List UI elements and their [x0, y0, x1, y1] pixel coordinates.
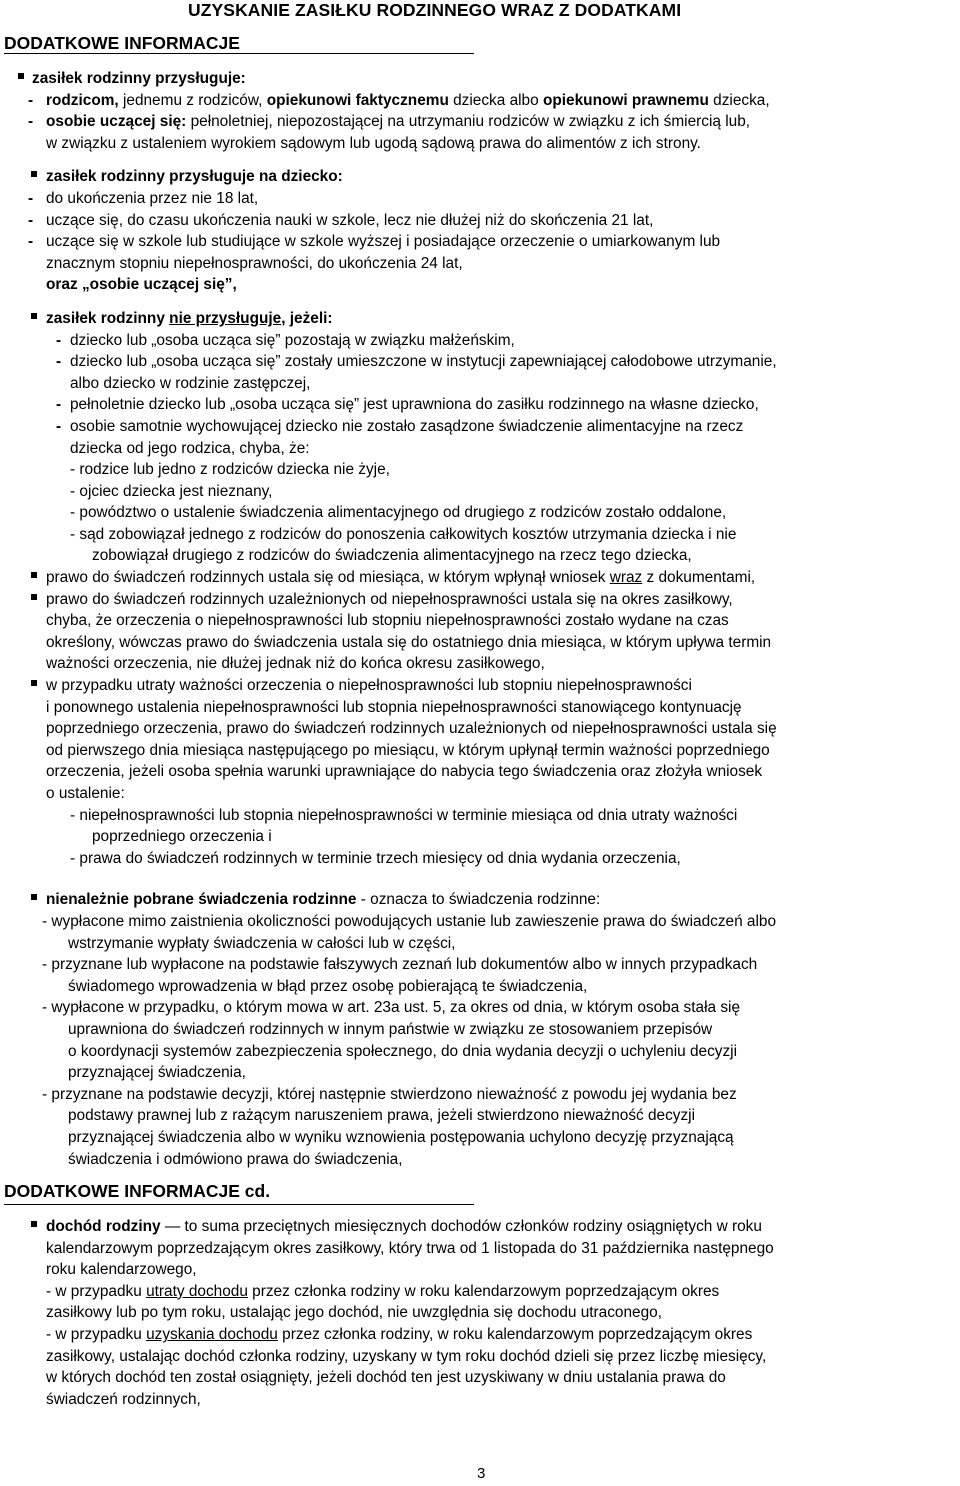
list-item: - uczące się w szkole lub studiujące w szkole wyższej i posiadające orzeczenie o umiarkowanym lub — [28, 233, 721, 251]
list-item: - do ukończenia przez nie 18 lat, — [28, 189, 259, 207]
list-item: - osobie uczącej się: pełnoletniej, niepozostającej na utrzymaniu rodziców w związku z ich śmiercią lub, — [28, 113, 751, 131]
section-2 — [0, 166, 960, 188]
bullet-icon — [31, 572, 37, 578]
list-item: - rodzice lub jedno z rodziców dziecka nie żyje, — [70, 461, 390, 479]
bullet-icon — [31, 171, 37, 177]
bullet-item: prawo do świadczeń rodzinnych ustala się od miesiąca, w którym wpłynął wniosek wraz z dokumentami, — [0, 567, 960, 589]
bullet-icon — [31, 594, 37, 600]
section-5: nienależnie pobrane świadczenia rodzinne - oznacza to świadczenia rodzinne: — [0, 889, 960, 911]
section-2-title: zasiłek rodzinny przysługuje na dziecko: — [46, 168, 343, 186]
list-item: - w przypadku utraty dochodu przez członka rodziny w roku kalendarzowym poprzedzającym okres — [46, 1282, 720, 1300]
page-number: 3 — [477, 1465, 486, 1482]
list-item: oraz „osobie uczącej się”, — [46, 276, 237, 294]
list-item: - niepełnosprawności lub stopnia niepełnosprawności w terminie miesiąca od dnia utraty ważności — [70, 806, 738, 824]
list-item: - ojciec dziecka jest nieznany, — [70, 482, 273, 500]
list-item: - wypłacone w przypadku, o którym mowa w art. 23a ust. 5, za okres od dnia, w którym osoba stała się — [42, 999, 741, 1017]
list-item-continuation: znacznym stopniu niepełnosprawności, do ukończenia 24 lat, — [46, 254, 463, 272]
bullet-icon — [31, 1221, 37, 1227]
bullet-icon — [31, 313, 37, 319]
bullet-item: w przypadku utraty ważności orzeczenia o niepełnosprawności lub stopniu niepełnosprawności — [0, 675, 960, 697]
section-1-title: zasiłek rodzinny przysługuje: — [32, 70, 246, 87]
section-6: dochód rodziny — to suma przeciętnych miesięcznych dochodów członków rodziny osiągniętych w roku — [0, 1216, 960, 1238]
section-heading: DODATKOWE INFORMACJE — [4, 33, 240, 53]
section-heading-continued: DODATKOWE INFORMACJE cd. — [4, 1181, 271, 1202]
document-content: zasiłek rodzinny przysługuje: - rodzicom, jednemu z rodziców, opiekunowi faktycznemu dziecka albo opiekunowi prawnemu dziecka, - osobie uczącej się: pełnoletniej, niepozostającej na utrzymaniu rodziców w związku z ich śmiercią lub, w związku z ustaleniem wyrokiem sądowym lub ugodą sądową prawa do alimentów z ich strony. zasiłek rodzinny przysługuje na dziecko: - do ukończenia przez nie 18 lat, - uczące się, do czasu ukończenia nauki w szkole, lecz nie dłużej niż do skończenia 21 lat, - uczące się w szkole lub studiujące w szkole wyższej i posiadające orzeczenie o umiarkowanym lub znacznym stopniu niepełnosprawności, do ukończenia 24 lat, oraz „osobie uczącej się”, zasiłek rodzinny nie przysługuje, jeżeli: - dziecko lub „osoba ucząca się” pozostają w związku małżeńskim, - dziecko lub „osoba ucząca się” zostały umieszczone w instytucji zapewniającej całodobowe utrzymanie, albo dziecko w rodzinie zastępczej, - pełnoletnie dziecko lub „osoba ucząca się” jest uprawniona do zasiłku rodzinnego na własne dziecko, - osobie samotnie wychowującej dziecko nie zostało zasądzone świadczenie alimentacyjne na rzecz dziecka od jego rodzica, chyba, że: - rodzice lub jedno z rodziców dziecka nie żyje, - ojciec dziecka jest nieznany, - powództwo o ustalenie świadczenia alimentacyjnego od drugiego z rodziców zostało oddalone, - sąd zobowiązał jednego z rodziców do ponoszenia całkowitych kosztów utrzymania dziecka i nie zobowiązał drugiego z rodziców do świadczenia alimentacyjnego na rzecz tego dziecka, prawo do świadczeń rodzinnych ustala się od miesiąca, w którym wpłynął wniosek wraz z dokumentami, prawo do świadczeń rodzinnych uzależnionych od niepełnosprawności ustala się na okres zasiłkowy, chyba, że orzeczenia o niepełnosprawności lub stopniu niepełnosprawności zostało wydane na czas określony, wówczas prawo do świadczenia ustala się do ostatniego dnia miesiąca, w którym upływa termin ważności orzeczenia, nie dłużej jednak niż do końca okresu zasiłkowego, w przypadku utraty ważności orzeczenia o niepełnosprawności lub stopniu niepełnosprawności i ponownego ustalenia niepełnosprawności lub stopnia niepełnosprawności stanowiącego kontynuację poprzedniego orzeczenia, prawo do świadczeń rodzinnych uzależnionych od niepełnosprawności ustala się od pierwszego dnia miesiąca następującego po miesiącu, w którym upłynął termin ważności poprzedniego orzeczenia, jeżeli osoba spełnia warunki uprawniające do nabycia tego świadczenia oraz złożyła wniosek o ustalenie: - niepełnosprawności lub stopnia niepełnosprawności w terminie miesiąca od dnia utraty ważności poprzedniego orzeczenia i - prawa do świadczeń rodzinnych w terminie trzech miesięcy od dnia wydania orzeczenia, nienależnie pobrane świadczenia rodzinne - oznacza to świadczenia rodzinne: - wypłacone mimo zaistnienia okoliczności powodujących ustanie lub zawieszenie prawa do świadczeń albo wstrzymanie wypłaty świadczenia w całości lub w części, - przyznane lub wypłacone na podstawie fałszywych zeznań lub dokumentów albo w innych przypadkach świadomego wprowadzenia w błąd przez osobę pobierającą te świadczenia, - wypłacone w przypadku, o którym mowa w art. 23a ust. 5, za okres od dnia, w którym osoba stała się uprawniona do świadczeń rodzinnych w innym państwie w związku ze stosowaniem przepisów o koordynacji systemów zabezpieczenia społecznego, do dnia wydania decyzji o uchyleniu decyzji przyznającej świadczenia, - przyznane na podstawie decyzji, której następnie stwierdzono nieważność z powodu jej wydania bez podstawy prawnej lub z rażącym naruszeniem prawa, jeżeli stwierdzono nieważność decyzji przyznającej świadczenia albo w wyniku wznowienia postępowania uchylono decyzję przyznającą świadczenia i odmówiono prawa do świadczenia, DODATKOWE INFORMACJE cd. dochód rodziny — to suma przeciętnych miesięcznych dochodów członków rodziny osiągniętych w roku kalendarzowym poprzedzającym okres zasiłkowy, który trwa od 1 listopada do 31 października następnego roku kalendarzowego, - w przypadku utraty dochodu przez członka rodziny w roku kalendarzowym poprzedzającym okres zasiłkowy lub po tym roku, ustalając jego dochód, nie uwzględnia się dochodu utraconego, - w przypadku uzyskania dochodu przez członka rodziny, w roku kalendarzowym poprzedzającym okres zasiłkowy, ustalając dochód członka rodziny, uzyskany w tym roku dochód dzieli się przez liczbę miesięcy, w których dochód ten został osiągnięty, jeżeli dochód ten jest uzyskiwany w dniu ustalania prawa do świadczeń rodzinnych, — [0, 68, 960, 1410]
list-item-continuation: poprzedniego orzeczenia i — [92, 828, 272, 846]
bullet-item: prawo do świadczeń rodzinnych uzależnionych od niepełnosprawności ustala się na okres zasiłkowy, — [0, 589, 960, 611]
list-item: - w przypadku uzyskania dochodu przez członka rodziny, w roku kalendarzowym poprzedzającym okres — [46, 1326, 753, 1344]
list-item: - dziecko lub „osoba ucząca się” pozostają w związku małżeńskim, — [56, 331, 515, 349]
section-3: zasiłek rodzinny nie przysługuje, jeżeli: — [0, 308, 960, 330]
list-item-continuation: w związku z ustaleniem wyrokiem sądowym lub ugodą sądową prawa do alimentów z ich strony. — [46, 134, 701, 152]
list-item: - osobie samotnie wychowującej dziecko nie zostało zasądzone świadczenie alimentacyjne na rzecz — [56, 417, 744, 435]
list-item-continuation: dziecka od jego rodzica, chyba, że: — [70, 439, 310, 457]
list-item: - pełnoletnie dziecko lub „osoba ucząca się” jest uprawniona do zasiłku rodzinnego na własne dziecko, — [56, 396, 759, 414]
bullet-icon — [31, 894, 37, 900]
list-item: - rodzicom, jednemu z rodziców, opiekunowi faktycznemu dziecka albo opiekunowi prawnemu dziecka, — [28, 91, 770, 109]
list-item-continuation: zobowiązał drugiego z rodziców do świadczenia alimentacyjnego na rzecz tego dziecka, — [92, 547, 692, 565]
list-item: - sąd zobowiązał jednego z rodziców do ponoszenia całkowitych kosztów utrzymania dziecka i nie — [70, 525, 737, 543]
document-title: UZYSKANIE ZASIŁKU RODZINNEGO WRAZ Z DODATKAMI — [188, 0, 682, 20]
list-item: - przyznane na podstawie decyzji, której następnie stwierdzono nieważność z powodu jej wydania bez — [42, 1085, 737, 1103]
list-item-continuation: albo dziecko w rodzinie zastępczej, — [70, 374, 311, 392]
section-1 — [0, 68, 960, 90]
list-item: - wypłacone mimo zaistnienia okoliczności powodujących ustanie lub zawieszenie prawa do świadczeń albo — [42, 912, 777, 930]
list-item: - prawa do świadczeń rodzinnych w terminie trzech miesięcy od dnia wydania orzeczenia, — [70, 849, 681, 867]
section-underline — [4, 53, 474, 54]
list-item: - dziecko lub „osoba ucząca się” zostały umieszczone w instytucji zapewniającej całodobowe utrzymanie, — [56, 353, 777, 371]
bullet-icon — [18, 73, 24, 79]
list-item: - przyznane lub wypłacone na podstawie fałszywych zeznań lub dokumentów albo w innych przypadkach — [42, 956, 758, 974]
list-item: - uczące się, do czasu ukończenia nauki w szkole, lecz nie dłużej niż do skończenia 21 lat, — [28, 211, 654, 229]
list-item: - powództwo o ustalenie świadczenia alimentacyjnego od drugiego z rodziców zostało oddalone, — [70, 504, 727, 522]
section-underline — [4, 1204, 474, 1205]
bullet-icon — [31, 680, 37, 686]
